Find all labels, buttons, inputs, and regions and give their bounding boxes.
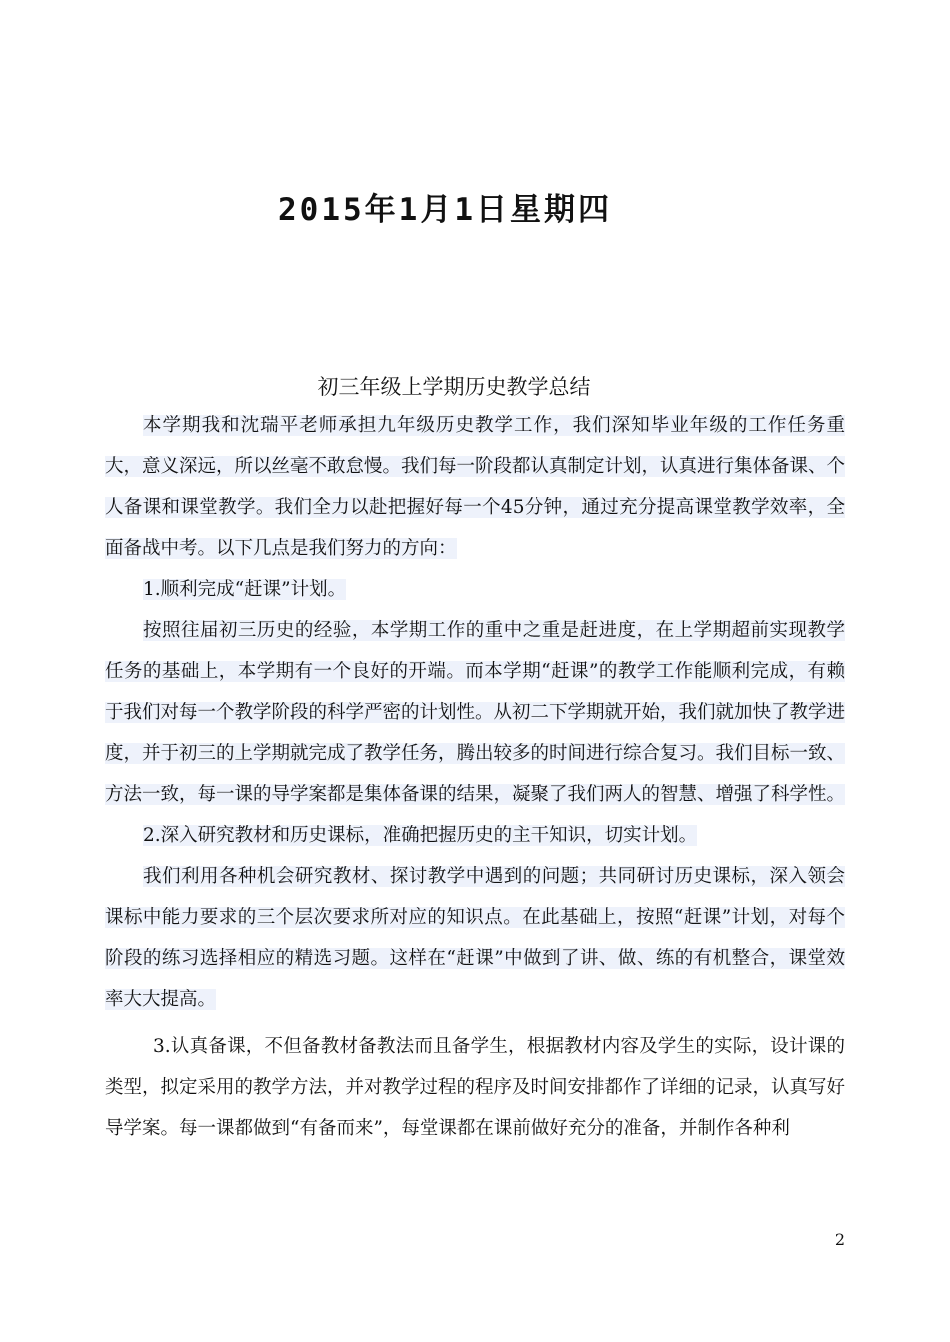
paragraph-intro-text: 本学期我和沈瑞平老师承担九年级历史教学工作，我们深知毕业年级的工作任务重大，意义深远，所以丝毫不敢怠慢。我们每一阶段都认真制定计划，认真进行集体备课、个人备课和课堂教学。我们全力以赴把握好每一个45分钟，通过充分提高课堂教学效率，全面备战中考。以下几点是我们努力的方向： [105, 415, 846, 559]
paragraph-intro [105, 405, 845, 569]
paragraph-point-1-text: 按照往届初三历史的经验，本学期工作的重中之重是赶进度，在上学期超前实现教学任务的基础上，本学期有一个良好的开端。而本学期“赶课”的教学工作能顺利完成，有赖于我们对每一个教学阶段的科学严密的计划性。从初二下学期就开始，我们就加快了教学进度，并于初三的上学期就完成了教学任务，腾出较多的时间进行综合复习。我们目标一致、方法一致，每一课的导学案都是集体备课的结果，凝聚了我们两人的智慧、增强了科学性。 [105, 620, 846, 805]
paragraph-point-3 [105, 1026, 845, 1149]
date-heading: 2015年1月1日星期四 [278, 192, 612, 228]
heading-point-2 [105, 815, 845, 856]
paragraph-point-2-text: 我们利用各种机会研究教材、探讨教学中遇到的问题；共同研讨历史课标，深入领会课标中能力要求的三个层次要求所对应的知识点。在此基础上，按照“赶课”计划，对每个阶段的练习选择相应的精选习题。这样在“赶课”中做到了讲、做、练的有机整合，课堂效率大大提高。 [105, 866, 845, 1010]
paragraph-point-1 [105, 610, 845, 815]
document-body [105, 405, 845, 1149]
heading-point-1-text: 1.顺利完成“赶课”计划。 [143, 579, 347, 600]
paragraph-point-3-text: 3.认真备课，不但备教材备教法而且备学生，根据教材内容及学生的实际，设计课的类型，拟定采用的教学方法，并对教学过程的程序及时间安排都作了详细的记录，认真写好导学案。每一课都做到“有备而来”，每堂课都在课前做好充分的准备，并制作各种利 [105, 1036, 846, 1139]
heading-point-2-text: 2.深入研究教材和历史课标，准确把握历史的主干知识，切实计划。 [143, 825, 698, 846]
paragraph-point-2 [105, 856, 845, 1020]
heading-point-1 [105, 569, 845, 610]
page-number: 2 [834, 1230, 845, 1249]
document-title: 初三年级上学期历史教学总结 [317, 375, 591, 399]
